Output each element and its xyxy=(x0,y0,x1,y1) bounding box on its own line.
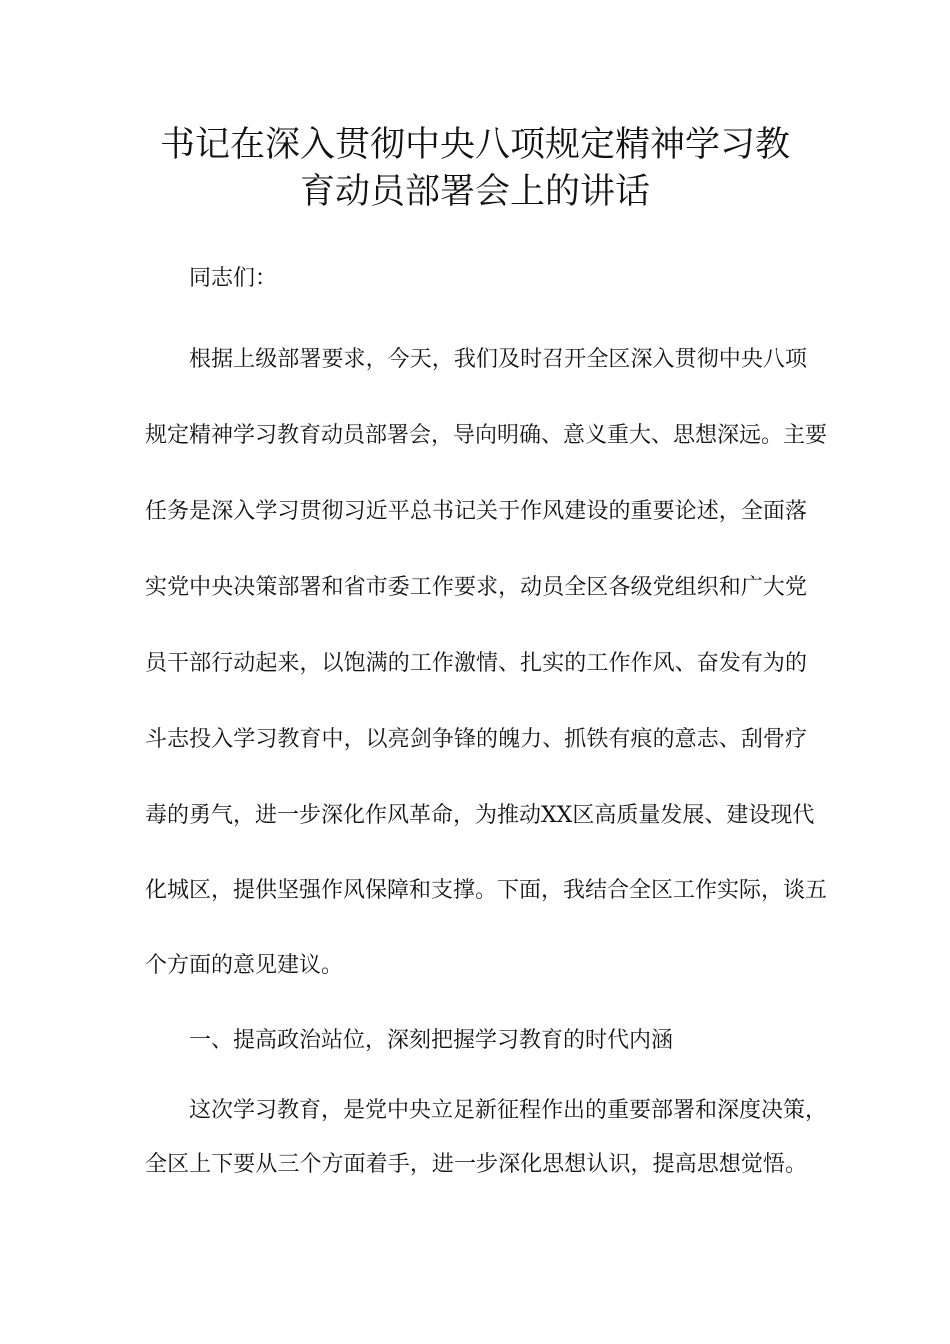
section-heading-1: 一、提高政治站位，深刻把握学习教育的时代内涵 xyxy=(189,1028,674,1053)
paragraph-line: 任务是深入学习贯彻习近平总书记关于作风建设的重要论述，全面落 xyxy=(145,499,807,524)
paragraph-line: 员干部行动起来，以饱满的工作激情、扎实的工作作风、奋发有为的 xyxy=(145,651,807,676)
document-title-line-2: 育动员部署会上的讲话 xyxy=(299,172,650,212)
paragraph-line: 斗志投入学习教育中，以亮剑争锋的魄力、抓铁有痕的意志、刮骨疗 xyxy=(145,727,807,752)
document-title-line-1: 书记在深入贯彻中央八项规定精神学习教 xyxy=(159,125,790,165)
paragraph-line: 实党中央决策部署和省市委工作要求，动员全区各级党组织和广大党 xyxy=(145,575,807,600)
paragraph-line: 化城区，提供坚强作风保障和支撑。下面，我结合全区工作实际，谈五 xyxy=(145,878,828,903)
paragraph-line: 个方面的意见建议。 xyxy=(145,953,344,978)
paragraph-line: 这次学习教育，是党中央立足新征程作出的重要部署和深度决策， xyxy=(189,1098,828,1123)
paragraph-line: 规定精神学习教育动员部署会，导向明确、意义重大、思想深远。主要 xyxy=(145,423,828,448)
paragraph-line: 根据上级部署要求，今天，我们及时召开全区深入贯彻中央八项 xyxy=(189,347,807,372)
paragraph-line: 全区上下要从三个方面着手，进一步深化思想认识，提高思想觉悟。 xyxy=(145,1152,807,1177)
salutation: 同志们： xyxy=(189,266,278,291)
paragraph-line: 毒的勇气，进一步深化作风革命，为推动XX区高质量发展、建设现代 xyxy=(145,803,815,828)
